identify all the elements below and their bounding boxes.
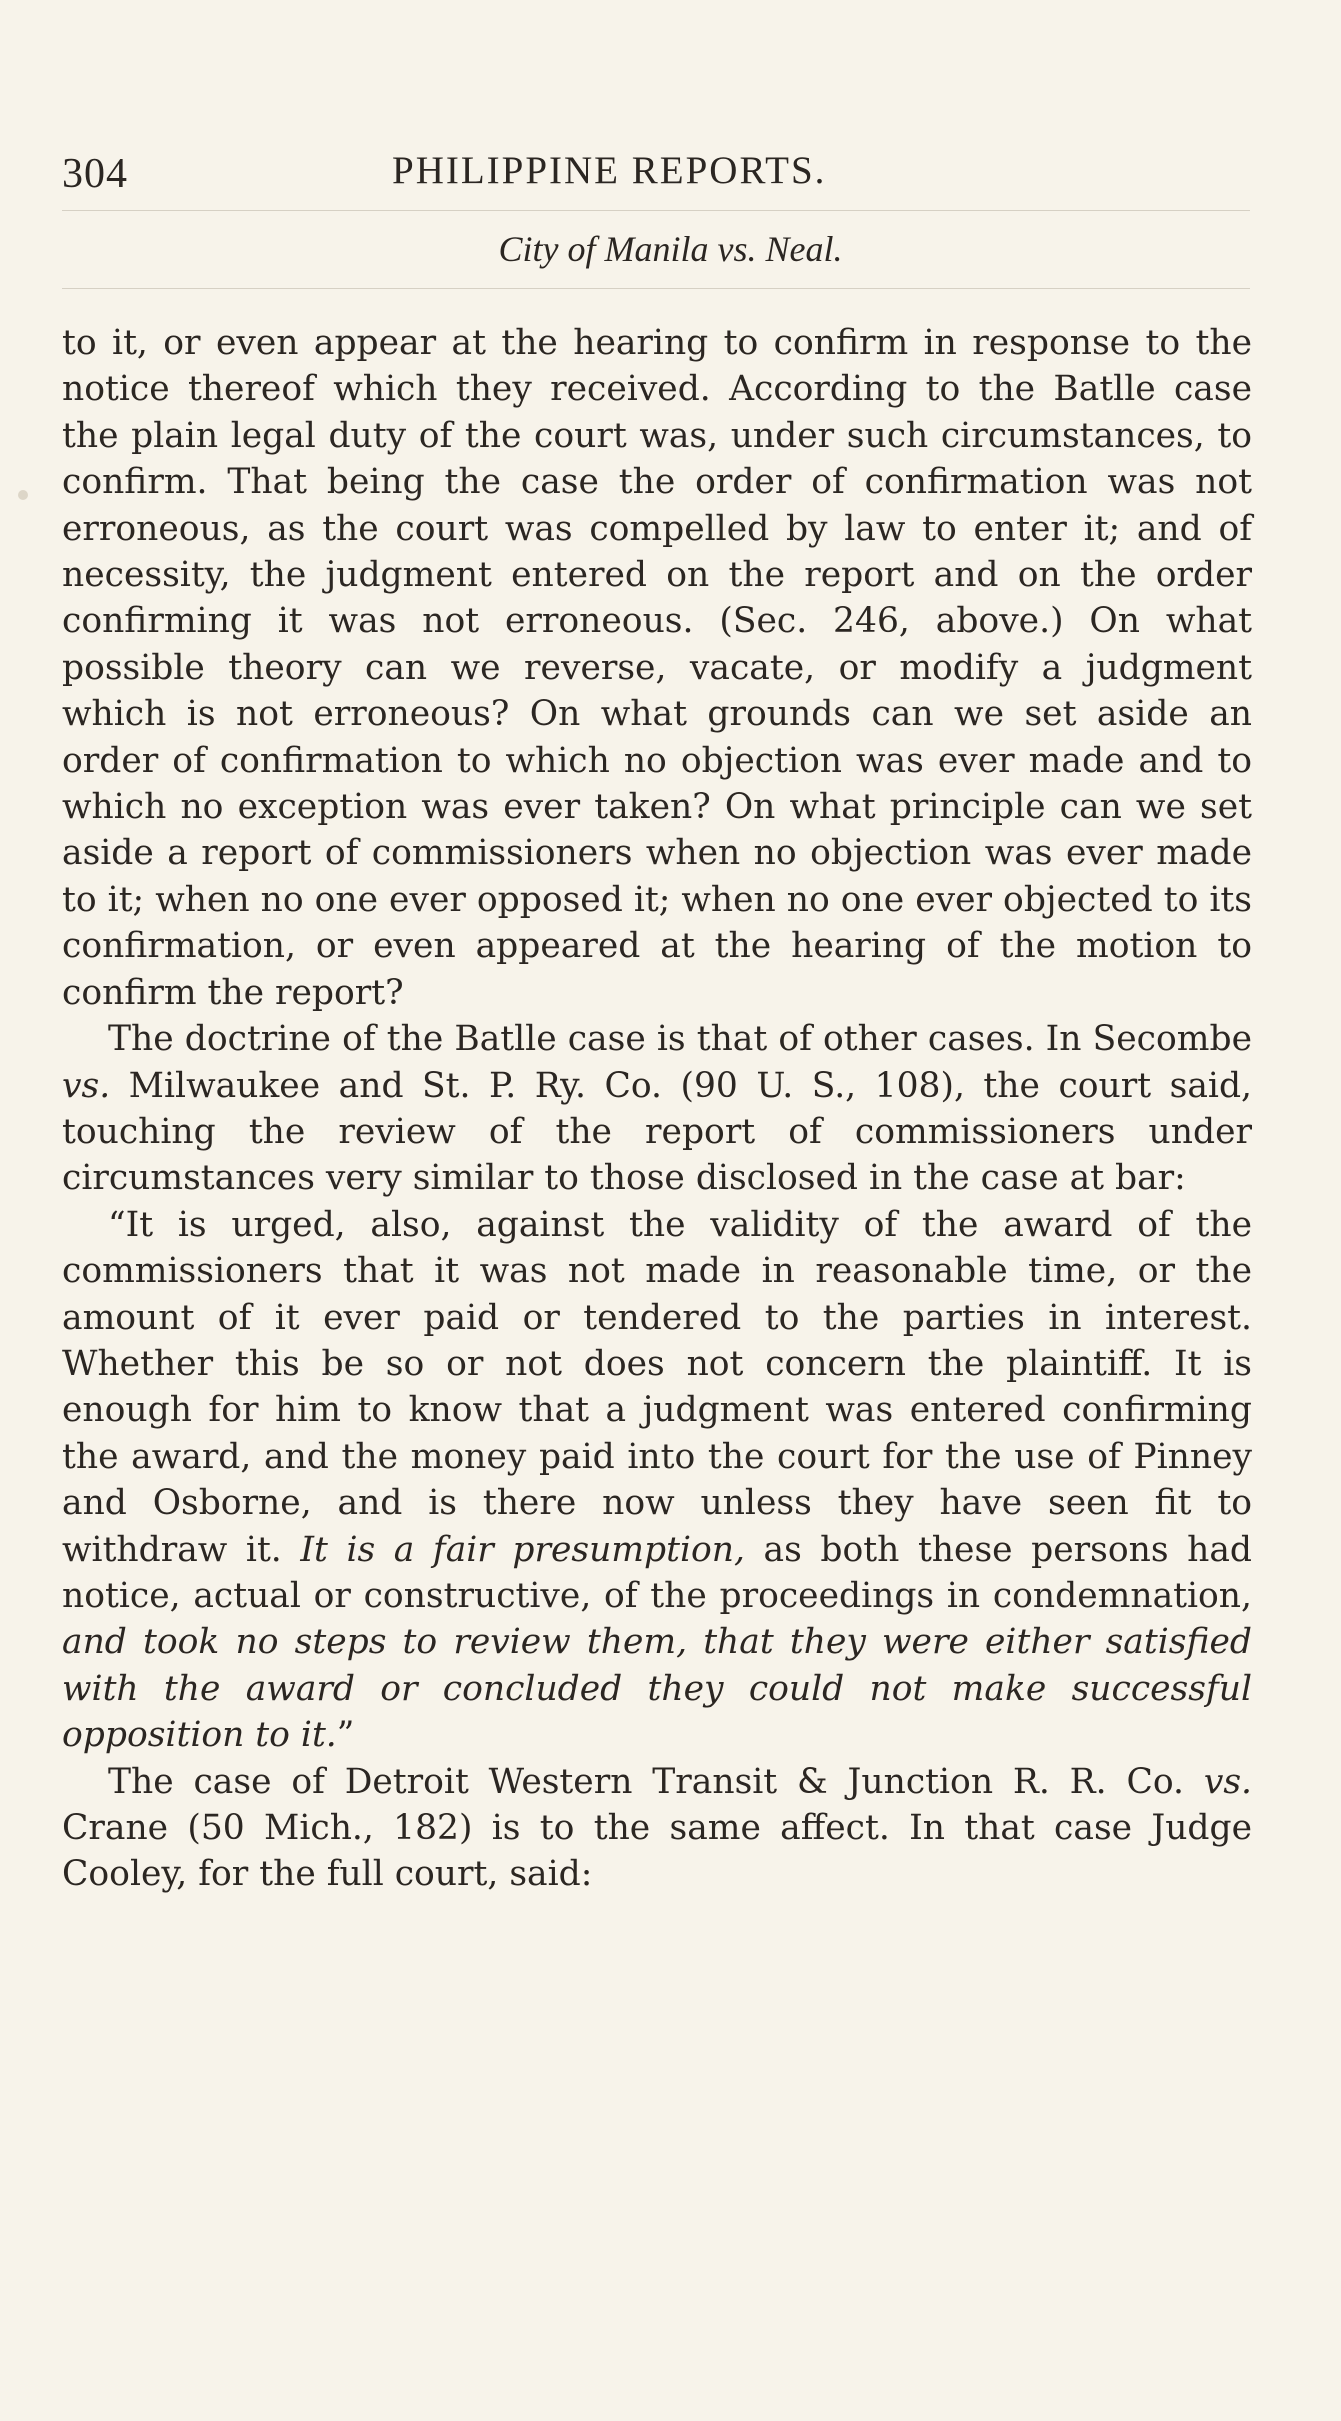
paragraph-3-quote xyxy=(62,1202,1252,1759)
paragraph-2-part-b: Milwaukee and St. P. Ry. Co. (90 U. S., 108), the court said, touching the review of the report of commissioners under circumstances very similar to those disclosed in the case at bar: xyxy=(62,1065,1252,1199)
running-head: PHILIPPINE REPORTS. xyxy=(392,149,827,192)
paragraph-2-part-a: The doctrine of the Batlle case is that of other cases. In Secombe xyxy=(108,1019,1252,1060)
paragraph-4-vs: vs. xyxy=(1203,1761,1252,1802)
paragraph-1: to it, or even appear at the hearing to confirm in response to the notice thereof which they received. According to the Batlle case the plain legal duty of the court was, under such circumstances, to confirm. That being the case the order of confirmation was not erroneous, as the court was compelled by law to enter it; and of necessity, the judgment entered on the report and on the order confirming it was not erroneous. (Sec. 246, above.) On what possible theory can we reverse, vacate, or modify a judgment which is not erroneous? On what grounds can we set aside an order of confirmation to which no objection was ever made and to which no exception was ever taken? On what principle can we set aside a report of commissioners when no objection was ever made to it; when no one ever opposed it; when no one ever objected to its confirmation, or even appeared at the hearing of the motion to confirm the report? xyxy=(62,323,1252,1013)
page-number: 304 xyxy=(62,151,128,197)
paragraph-4-part-b: Crane (50 Mich., 182) is to the same affect. In that case Judge Cooley, for the full court, said: xyxy=(62,1808,1252,1895)
quote-part-b: as both these persons had notice, actual or constructive, of the proceedings in condemnation, xyxy=(62,1529,1253,1616)
header-rule-top xyxy=(62,210,1250,211)
quote-part-a: “It is urged, also, against the validity of the award of the commissioners that it was not made in reasonable time, or the amount of it ever paid or tendered to the parties in interest. Whether this be so or not does not concern the plaintiff. It is enough for him to know that a judgment was entered confirming the award, and the money paid into the court for the use of Pinney and Osborne, and is there now unless they have seen fit to withdraw it. xyxy=(62,1204,1252,1570)
paragraph-2-vs: vs. xyxy=(62,1065,111,1106)
quote-close: ” xyxy=(336,1715,355,1756)
margin-smudge xyxy=(18,490,28,500)
case-title: City of Manila vs. Neal. xyxy=(498,229,843,269)
paragraph-4 xyxy=(62,1759,1252,1898)
quote-italic-2: and took no steps to review them, that they were either satisfied with the award or concluded they could not make successful opposition to it. xyxy=(62,1622,1252,1756)
body-text xyxy=(62,320,1252,1898)
header-rule-bottom xyxy=(62,288,1250,289)
paragraph-4-part-a: The case of Detroit Western Transit & Junction R. R. Co. xyxy=(108,1761,1204,1802)
quote-italic-1: It is a fair presumption, xyxy=(300,1529,745,1570)
paragraph-2 xyxy=(62,1016,1252,1202)
